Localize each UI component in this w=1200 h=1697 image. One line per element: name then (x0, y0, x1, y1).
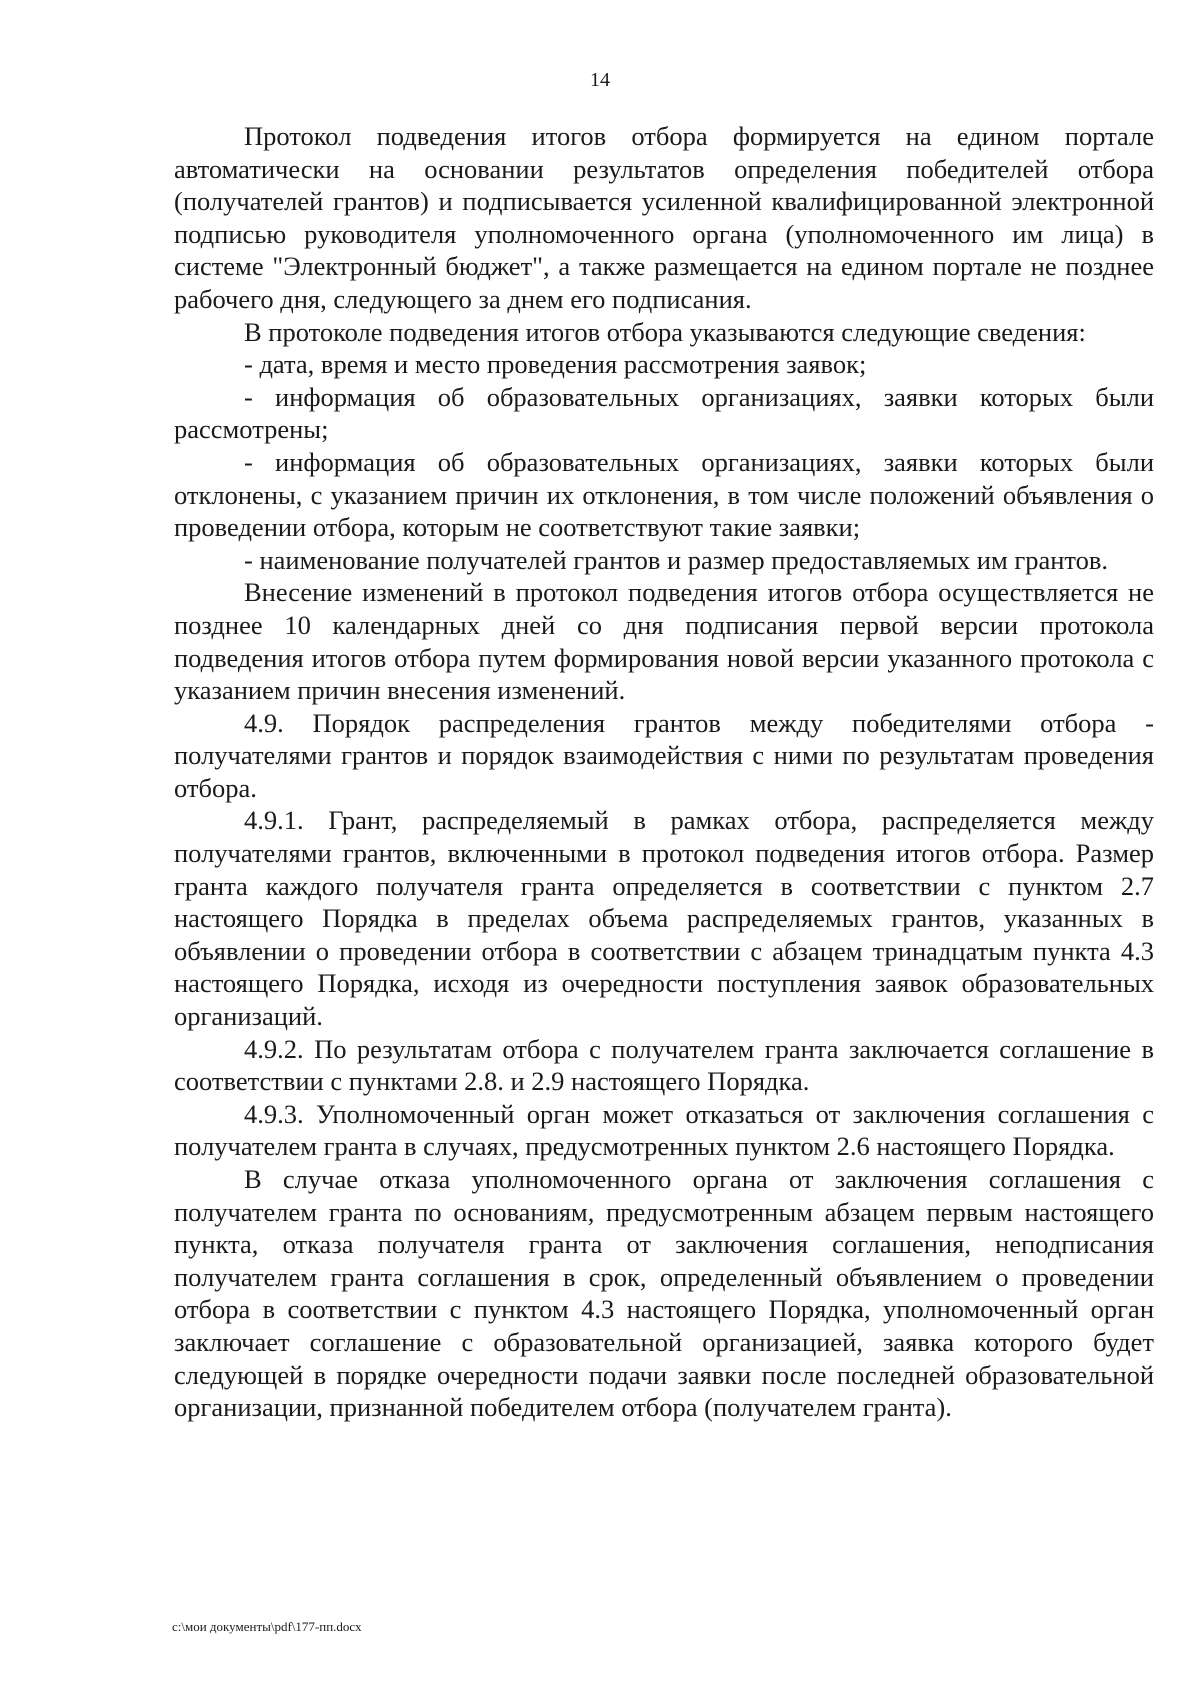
list-item-rejected-organizations: - информация об образовательных организациях, заявки которых были отклонены, с указанием причин их отклонения, в том числе положений объявления о проведении отбора, которым не соответствуют такие заявки; (174, 446, 1154, 543)
paragraph-protocol-changes: Внесение изменений в протокол подведения итогов отбора осуществляется не позднее 10 календарных дней со дня подписания первой версии протокола подведения итогов отбора путем формирования новой версии указанного протокола с указанием причин внесения изменений. (174, 577, 1154, 706)
paragraph-protocol-formation: Протокол подведения итогов отбора формируется на едином портале автоматически на основании результатов определения победителей отбора (получателей грантов) и подписывается усиленной квалифицированной электронной подписью руководителя уполномоченного органа (уполномоченного им лица) в системе "Электронный бюджет", а также размещается на едином портале не позднее рабочего дня, следующего за днем его подписания. (174, 121, 1154, 314)
paragraph-section-4-9-1: 4.9.1. Грант, распределяемый в рамках отбора, распределяется между получателями грантов, включенными в протокол подведения итогов отбора. Размер гранта каждого получателя гранта определяется в соответствии с пунктом 2.7 настоящего Порядка в пределах объема распределяемых грантов, указанных в объявлении о проведении отбора в соответствии с абзацем тринадцатым пункта 4.3 настоящего Порядка, исходя из очередности поступления заявок образовательных организаций. (174, 805, 1154, 1032)
list-item-date-time-place: - дата, время и место проведения рассмотрения заявок; (244, 349, 867, 380)
document-body (174, 120, 1154, 1424)
paragraph-section-4-9-3: 4.9.3. Уполномоченный орган может отказаться от заключения соглашения с получателем гранта в случаях, предусмотренных пунктом 2.6 настоящего Порядка. (174, 1098, 1154, 1162)
paragraph-refusal-case: В случае отказа уполномоченного органа от заключения соглашения с получателем гранта по основаниям, предусмотренным абзацем первым настоящего пункта, отказа получателя гранта от заключения соглашения, неподписания получателем гранта соглашения в срок, определенный объявлением о проведении отбора в соответствии с пунктом 4.3 настоящего Порядка, уполномоченный орган заключает соглашение с образовательной организацией, заявка которого будет следующей в порядке очередности подачи заявки после последней образовательной организации, признанной победителем отбора (получателем гранта). (174, 1164, 1154, 1423)
paragraph-section-4-9-2: 4.9.2. По результатам отбора с получателем гранта заключается соглашение в соответствии с пунктами 2.8. и 2.9 настоящего Порядка. (174, 1033, 1154, 1097)
list-item-grant-recipients: - наименование получателей грантов и размер предоставляемых им грантов. (244, 544, 1109, 575)
list-item-reviewed-organizations: - информация об образовательных организациях, заявки которых были рассмотрены; (174, 381, 1154, 445)
paragraph-protocol-contents: В протоколе подведения итогов отбора указываются следующие сведения: (244, 316, 1086, 347)
page-number: 14 (590, 69, 610, 91)
paragraph-section-4-9: 4.9. Порядок распределения грантов между победителями отбора - получателями грантов и порядок взаимодействия с ними по результатам проведения отбора. (174, 707, 1154, 803)
footer-file-path: c:\мои документы\pdf\177-пп.docx (172, 1619, 362, 1634)
